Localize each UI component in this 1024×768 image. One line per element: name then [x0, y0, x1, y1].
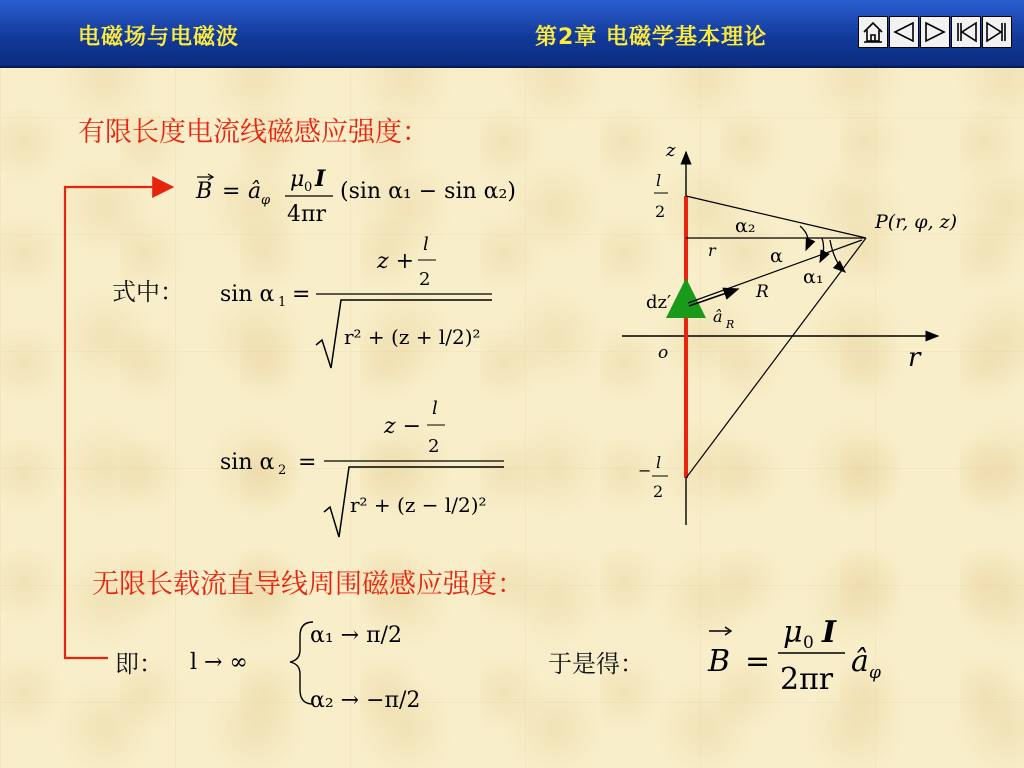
- heading-finite: 有限长度电流线磁感应强度：: [78, 117, 429, 148]
- formula-limit: [190, 622, 420, 713]
- svg-text:R: R: [726, 318, 735, 331]
- denominator-a1: r² + (z + l/2)²: [344, 325, 481, 349]
- svg-text:z +: z +: [377, 249, 415, 274]
- formula-B-finite: [195, 166, 516, 227]
- svg-text:â: â: [851, 644, 869, 679]
- svg-text:φ: φ: [869, 663, 881, 683]
- svg-text:B: B: [708, 644, 731, 679]
- svg-text:2: 2: [419, 269, 431, 290]
- svg-text:o: o: [658, 343, 669, 363]
- svg-text:−: −: [638, 461, 652, 480]
- svg-text:α₂ → −π/2: α₂ → −π/2: [310, 688, 421, 713]
- label-where: 式中：: [112, 278, 184, 306]
- formula-B-infinite: [707, 615, 881, 697]
- svg-text:φ: φ: [261, 193, 271, 208]
- equals-sign: =: [222, 179, 241, 204]
- svg-text:R: R: [756, 282, 769, 302]
- svg-text:l: l: [432, 398, 438, 419]
- svg-text:μ: μ: [783, 615, 803, 650]
- svg-text:μ: μ: [290, 167, 305, 192]
- svg-text:I: I: [822, 615, 837, 650]
- svg-text:2πr: 2πr: [780, 662, 834, 697]
- svg-text:=: =: [745, 644, 771, 679]
- svg-text:l: l: [656, 453, 662, 472]
- svg-text:1: 1: [278, 295, 287, 310]
- dz-label: dz′: [646, 292, 672, 313]
- svg-text:=: =: [292, 282, 311, 307]
- label-thus: 于是得：: [548, 650, 644, 678]
- formula-sin-alpha1: [220, 234, 492, 368]
- svg-text:α₂: α₂: [735, 215, 756, 237]
- svg-text:l: l: [423, 234, 429, 255]
- aR-vector: [689, 289, 738, 306]
- connector-line: [65, 187, 172, 658]
- svg-text:4πr: 4πr: [287, 202, 326, 227]
- B-symbol: B: [196, 179, 213, 204]
- svg-text:I: I: [315, 166, 326, 192]
- label-ie: 即：: [115, 650, 163, 678]
- chapter-title: 第2章 电磁学基本理论: [535, 25, 767, 50]
- svg-text:α₁ → π/2: α₁ → π/2: [310, 623, 402, 648]
- svg-text:z −: z −: [384, 414, 422, 439]
- svg-text:sin α: sin α: [220, 282, 275, 307]
- svg-text:r: r: [708, 241, 716, 260]
- field-diagram: [622, 140, 957, 525]
- svg-text:l → ∞: l → ∞: [190, 650, 248, 675]
- svg-text:2: 2: [653, 482, 664, 501]
- svg-text:z: z: [666, 140, 676, 161]
- svg-text:0: 0: [803, 633, 814, 653]
- svg-text:α: α: [770, 245, 783, 267]
- svg-text:â: â: [713, 307, 723, 326]
- unit-vector: â: [248, 179, 262, 204]
- svg-text:(sin α₁ − sin α₂): (sin α₁ − sin α₂): [340, 179, 516, 204]
- denominator-a2: r² + (z − l/2)²: [350, 493, 487, 517]
- svg-text:2: 2: [278, 463, 287, 478]
- svg-text:=: =: [298, 450, 317, 475]
- svg-text:r: r: [908, 343, 921, 373]
- svg-text:l: l: [656, 171, 662, 190]
- formula-sin-alpha2: [220, 398, 504, 537]
- svg-text:sin α: sin α: [220, 450, 275, 475]
- point-P: P(r, φ, z): [875, 211, 958, 233]
- course-title: 电磁场与电磁波: [78, 25, 240, 50]
- heading-infinite: 无限长载流直导线周围磁感应强度：: [92, 569, 524, 600]
- svg-text:α₁: α₁: [803, 266, 824, 288]
- svg-text:2: 2: [655, 202, 666, 221]
- svg-text:0: 0: [304, 180, 313, 195]
- svg-text:2: 2: [428, 436, 440, 457]
